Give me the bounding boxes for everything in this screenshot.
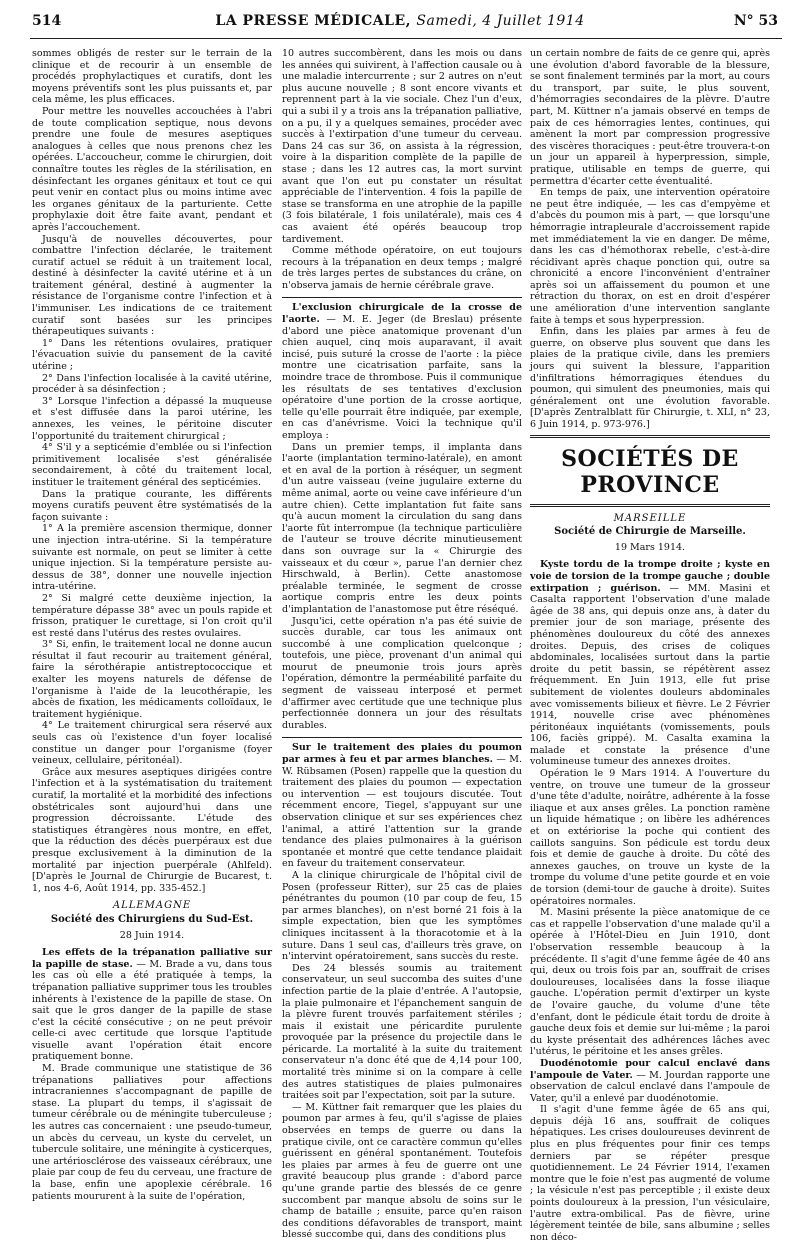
paragraph: un certain nombre de faits de ce genre qui, après une évolution d'abord favorable de la blessure, se sont finalement terminés par la mort, au cours du transport, par suite, le plus souvent, d'hémorragies secondaires de la plèvre. D'autre part, M. Küttner n'a jamais observé en temps de paix de ces hémorragies lentes, continues, qui amènent la mort par compression progressive des viscères thoraciques : peut-être trouvera-t-on un jour un appareil à hyperpression, simple, pratique, utilisable en temps de guerre, qui permettra d'écarter cette éventualité. (530, 48, 770, 187)
page-header (0, 0, 800, 40)
paragraph: 3° Si, enfin, le traitement local ne donne aucun résultat il faut recourir au traitement général, faire la sérothérapie antistreptococcique et exalter les moyens naturels de défense de l'organisme à l'aide de la leucothérapie, les abcès de fixation, les médicaments colloïdaux, le traitement hygiénique. (32, 639, 272, 720)
paragraph: Comme méthode opératoire, on eut toujours recours à la trépanation en deux temps ; malgré de très larges pertes de substances du crâne, on n'observa jamais de hernie cérébrale grave. (282, 245, 522, 291)
paragraph: — M. W. Rübsamen (Posen) rappelle que la question du traitement des plaies du poumon — expectation ou intervention — est toujours discutée. Tout récemment encore, Tiegel, s'appuyant sur une observation clinique et sur ses expériences chez l'animal, a attiré l'attention sur la grande tendance des plaies pulmonaires à la guérison spontanée et montré que cette tendance plaidait en faveur du traitement conservateur. (282, 754, 522, 870)
section-banner: SOCIÉTÉS DE PROVINCE (561, 445, 739, 498)
page-number: 514 (32, 13, 62, 29)
paragraph: Pour mettre les nouvelles accouchées à l'abri de toute complication septique, nous devons prendre une foule de mesures aseptiques analogues à celles que nous prenons chez les opérées. L'accoucheur, comme le chirurgien, doit connaître toutes les règles de la stérilisation, en désinfectant les organes génitaux et tout ce qui peut venir en contact plus ou moins intime avec les organes génitaux de la parturiente. Cette prophylaxie doit être faite avant, pendant et après l'accouchement. (32, 105, 272, 233)
running-title (0, 13, 800, 29)
banner-rule-top (530, 435, 770, 438)
paragraph: Il s'agit d'une femme âgée de 65 ans qui, depuis déjà 16 ans, souffrait de coliques hépatiques. Les crises douloureuses devinrent de plus en plus fréquentes pour finir ces temps derniers par se répéter presque quotidiennement. Le 24 Février 1914, l'examen montre que le foie n'est pas augmenté de volume ; la vésicule n'est pas perceptible ; il existe deux points douloureux à la pression, l'un vésiculaire, l'autre extra-ombilical. Pas de fièvre, urine légèrement teintée de bile, sans albumine ; selles non déco- (530, 1104, 770, 1243)
paragraph: 4° Le traitement chirurgical sera réservé aux seuls cas où l'existence d'un foyer localisé constitue un danger pour l'organisme (foyer veineux, cellulaire, péritonéal). (32, 720, 272, 767)
paragraph: 2° Si malgré cette deuxième injection, la température dépasse 38° avec un pouls rapide et frisson, pratiquer le curettage, si l'on croit qu'il est resté dans l'utérus des restes ovulaires. (32, 592, 272, 639)
paragraph: En temps de paix, une intervention opératoire ne peut être indiquée, — les cas d'empyème et d'abcès du poumon mis à part, — que lorsqu'une hémorragie intrapleurale d'accroissement rapide met immédiatement la vie en danger. De même, dans les cas d'hémothorax rebelle, c'est-à-dire récidivant après chaque ponction qui, outre sa chronicité a encore l'inconvénient d'entraîner après soi un affaissement du poumon et une rétraction du thorax, on est en droit d'espérer une amélioration d'une intervention sanglante faite à temps et sous hyperpression. (530, 187, 770, 326)
paragraph: — M. E. Jeger (de Breslau) présente d'abord une pièce anatomique provenant d'un chien auquel, cinq mois auparavant, il avait incisé, puis suturé la crosse de l'aorte : la pièce montre une cicatrisation parfaite, sans la moindre trace de thrombose. Puis il communique les résultats de ses tentatives d'exclusion opératoire d'une portion de la crosse aortique, telle qu'elle pourrait être indiquée, par exemple, en cas d'anévrisme. Voici la technique qu'il employa : (282, 314, 522, 441)
paragraph: Opération le 9 Mars 1914. A l'ouverture du ventre, on trouve une tumeur de la grosseur d'une tête d'adulte, noirâtre, adhérente à la fosse iliaque et aux anses grêles. La ponction ramène un liquide hématique ; on libère les adhérences et on extériorise la poche qui contient des caillots sanguins. Son pédicule est tordu deux fois et demie de gauche à droite. Du côté des annexes gauches, on trouve un kyste de la trompe du volume d'une petite gourde et en voie de torsion (demi-tour de gauche à droite). Suites opératoires normales. (530, 768, 770, 907)
article-lead: L'exclusion chirurgicale de la crosse de l'aorte. (282, 302, 522, 326)
paragraph: 10 autres succombèrent, dans les mois ou dans les années qui suivirent, à l'affection causale ou à une maladie intercurrente ; sur 2 autres on n'eut plus aucune nouvelle ; 8 sont encore vivants et reprennent part à la vie sociale. Chez l'un d'eux, qui a subi il y a trois ans la trépanation palliative, on a pu, il y a quelques semaines, procéder avec succès à l'extirpation d'une tumeur du cerveau. Dans 24 cas sur 36, on assista à la régression, voire à la disparition complète de la papille de stase ; dans les 12 autres cas, la mort survint avant que l'on eut pu constater un résultat appréciable de l'intervention. 4 fois la papille de stase se transforma en une atrophie de la papille (3 fois bilatérale, 1 fois unilatérale), mais ces 4 cas avaient été opérés beaucoup trop tardivement. (282, 48, 522, 245)
section-city: MARSEILLE (613, 512, 687, 524)
paragraph: 2° Dans l'infection localisée à la cavité utérine, procéder à sa désinfection ; (32, 372, 272, 396)
banner-rule-bottom (530, 504, 770, 507)
paragraph: Dans la pratique courante, les différents moyens curatifs peuvent être systématisés de la façon suivante : (32, 488, 272, 523)
column-3 (530, 48, 771, 1243)
article-lead: Duodénotomie pour calcul enclavé dans l'ampoule de Vater. (530, 1057, 770, 1081)
paragraph: Enfin, dans les plaies par armes à feu de guerre, on observe plus souvent que dans les plaies de la pratique civile, dans les premiers jours qui suivent la blessure, l'apparition d'infiltrations hémorragiques étendues du poumon, qui simulent des pneumonies, mais qui généralement ont une évolution favorable. [D'après Zentralblatt für Chirurgie, t. XLI, n° 23, 6 Juin 1914, p. 973-976.] (530, 326, 770, 430)
article-lead: Les effets de la trépanation palliative sur la papille de stase. (32, 947, 272, 970)
paragraph: M. Masini présente la pièce anatomique de ce cas et rappelle l'observation d'une malade qu'il a opérée à l'Hôtel-Dieu en Juin 1910, dont l'observation ressemble beaucoup à la précédente. Il s'agit d'une femme âgée de 40 ans qui, deux ou trois fois par an, souffrait de crises douloureuses, localisées dans la fosse iliaque gauche. L'opération permit d'extirper un kyste de l'ovaire gauche, du volume d'une tête d'enfant, dont le pédicule était tordu de droite à gauche deux fois et demie sur lui-même ; la paroi du kyste présentait des adhérences lâches avec l'utérus, le péritoine et les anses grêles. (530, 907, 770, 1058)
article-lead: Sur le traitement des plaies du poumon par armes à feu et par armes blanches. (282, 742, 522, 766)
paragraph: M. Brade communique une statistique de 36 trépanations palliatives pour affections intracraniennes s'accompagnant de papille de stase. La plupart du temps, il s'agissait de tumeur cérébrale ou de méningite tuberculeuse ; les autres cas concernaient : une pseudo-tumeur, un abcès du cerveau, un kyste du cervelet, un tubercule solitaire, une méningite à cysticerques, une artériosclérose des vaisseaux cérébraux, une plaie par coup de feu du cerveau, une fracture de la base, enfin une apoplexie cérébrale. 16 patients moururent à la suite de l'opération, (32, 1063, 272, 1202)
article-separator (282, 737, 522, 738)
column-2 (282, 48, 522, 1241)
column-1 (32, 48, 272, 1202)
paragraph: — M. Jourdan rapporte une observation de calcul enclavé dans l'ampoule de Vater, qu'il a enlevé par duodénotomie. (530, 1069, 770, 1104)
society-title: Société des Chirurgiens du Sud-Est. (50, 913, 254, 925)
paragraph: 1° Dans les rétentions ovulaires, pratiquer l'évacuation suivie du pansement de la cavité utérine ; (32, 337, 272, 373)
header-rule (30, 38, 782, 39)
paragraph: sommes obligés de rester sur le terrain de la clinique et de recourir à un ensemble de procédés prophylactiques et curatifs, dont les moyens préventifs sont les plus puissants et, par cela même, les plus efficaces. (32, 48, 272, 106)
paragraph: — M. Küttner fait remarquer que les plaies du poumon par armes à feu, qu'il s'agisse de plaies observées en temps de guerre ou dans la pratique civile, ont ce caractère commun qu'elles guérissent en général spontanément. Toutefois les plaies par armes à feu de guerre ont une gravité beaucoup plus grande : d'abord parce qu'une grande partie des blessés de ce genre succombent par manque absolu de soins sur le champ de bataille ; ensuite, parce qu'en raison des conditions défavorables de transport, maint blessé succombe qui, dans des conditions plus (282, 1101, 522, 1241)
paragraph: 3° Lorsque l'infection a dépassé la muqueuse et s'est diffusée dans la paroi utérine, les annexes, les veines, le péritoine discuter l'opportunité du traitement chirurgical ; (32, 395, 272, 442)
issue-number: N° 53 (733, 13, 778, 29)
paragraph: Des 24 blessés soumis au traitement conservateur, un seul succomba des suites d'une infection partie de la plaie d'entrée. A l'autopsie, la plaie pulmonaire et l'épanchement sanguin de la plèvre furent trouvés parfaitement stériles ; mais il existait une péricardite purulente provoquée par la présence du projectile dans le péricarde. La mortalité à la suite du traitement conservateur n'a donc été que de 4,14 pour 100, mortalité très minime si on la compare à celle des autres statistiques de plaies pulmonaires traitées soit par l'expectation, soit par la suture. (282, 962, 522, 1102)
paragraph: Grâce aux mesures aseptiques dirigées contre l'infection et à la systématisation du traitement curatif, la mortalité et la morbidité des infections obstétricales sont aujourd'hui dans une progression décroissante. L'étude des statistiques étrangères nous montre, en effet, que la réduction des décès puerpéraux est due presque exclusivement à la diminution de la mortalité par injection puerpérale (Ahlfeld). [D'après le Journal de Chirurgie de Bucarest, t. 1, nos 4-6, Août 1914, pp. 335-452.] (32, 766, 272, 894)
society-title: Société de Chirurgie de Marseille. (554, 526, 746, 538)
paragraph: — MM. Masini et Casalta rapportent l'observation d'une malade âgée de 38 ans, qui depuis onze ans, à dater du premier jour de son mariage, présente des phénomènes douloureux du côté des annexes droites. Depuis, des crises de coliques abdominales, localisées surtout dans la partie droite du petit bassin, se répétèrent assez fréquemment. En Juin 1913, elle fut prise subitement de violentes douleurs abdominales avec vomissements bilieux et fièvre. Le 2 Février 1914, nouvelle crise avec phénomènes péritonéaux inquiétants (vomissements, pouls 106, faciès grippé). M. Casalta examina la malade et constate la présence d'une volumineuse tumeur des annexes droites. (530, 582, 771, 768)
journal-name: LA PRESSE MÉDICALE, (215, 13, 411, 29)
paragraph: A la clinique chirurgicale de l'hôpital civil de Posen (professeur Ritter), sur 25 cas de plaies pénétrantes du poumon (10 par coup de feu, 15 par armes blanches), on n'est borné 21 fois à la simple expectation, bien que les symptômes cliniques incitassent à la thoracotomie et à la suture. Dans 1 seul cas, d'ailleurs très grave, on n'intervint opératoirement, sans succès du reste. (282, 869, 522, 963)
paragraph: 4° S'il y a septicémie d'emblée ou si l'infection primitivement localisée s'est généralisée secondairement, à côté du traitement local, instituer le traitement général des septicémies. (32, 442, 272, 488)
session-date: 28 Juin 1914. (119, 929, 185, 941)
article-lead: Kyste tordu de la trompe droite ; kyste en voie de torsion de la trompe gauche ; double extirpation ; guérison. (530, 559, 770, 594)
paragraph: — M. Brade a vu, dans tous les cas où elle a été pratiquée à temps, la trépanation palliative supprimer tous les troubles inhérents à l'existence de la papille de stase. On sait que le gros danger de la papille de stase c'est la cécité consécutive ; on ne peut prévoir celle-ci avec certitude que lorsque l'aptitude visuelle avant l'opération était encore pratiquement bonne. (32, 958, 272, 1063)
paragraph: 1° A la première ascension thermique, donner une injection intra-utérine. Si la température suivante est normale, on peut se limiter à cette unique injection. Si la température persiste au-dessus de 38°, donner une nouvelle injection intra-utérine. (32, 523, 272, 593)
issue-date: Samedi, 4 Juillet 1914 (416, 13, 585, 29)
session-date: 19 Mars 1914. (614, 541, 686, 553)
paragraph: Dans un premier temps, il implanta dans l'aorte (implantation termino-latérale), en amont et en aval de la portion à réséquer, un segment d'un autre vaisseau (veine jugulaire externe du même animal, aorte ou veine cave inférieure d'un autre chien). Cette implantation fut faite sans qu'à aucun moment la circulation du sang dans l'aorte fût interrompue (la technique particulière de l'auteur se trouve décrite minutieusement dans son ouvrage sur la « Chirurgie des vaisseaux et du cœur », parue l'an dernier chez Hirschwald, à Berlin). Cette anastomose préalable terminée, le segment de crosse aortique compris entre les deux points d'implantation de l'anastomose put être réséqué. (282, 441, 522, 615)
paragraph: Jusqu'ici, cette opération n'a pas été suivie de succès durable, car tous les animaux ont succombé à une complication quelconque ; toutefois, une pièce, provenant d'un animal qui mourut de pneumonie trois jours après l'opération, démontre la perméabilité parfaite du segment de vaisseau interposé et permet d'affirmer avec certitude que une technique plus perfectionnée donnera un jour des résultats durables. (282, 615, 522, 731)
section-country: ALLEMAGNE (112, 900, 192, 912)
paragraph: Jusqu'à de nouvelles découvertes, pour combattre l'infection déclarée, le traitement curatif actuel se réduit à un traitement local, destiné à désinfecter la cavité utérine et à un traitement général, destiné à augmenter la résistance de l'organisme contre l'infection et à l'immuniser. Les indications de ce traitement curatif sont basées sur les principes thérapeutiques suivants : (32, 233, 272, 338)
article-separator (282, 297, 522, 298)
